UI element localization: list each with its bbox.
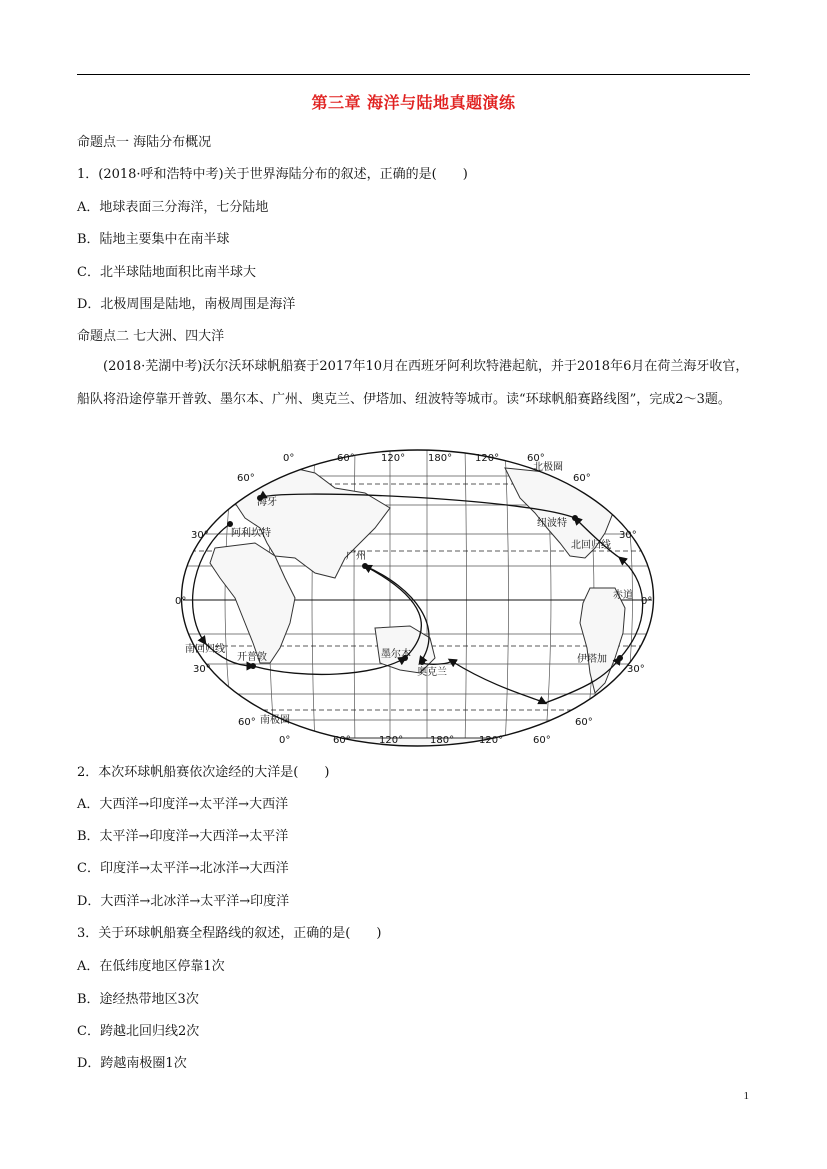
lon-top-60w: 60°	[527, 453, 545, 464]
label-tropic-of-cancer: 北回归线	[571, 540, 611, 551]
question-2-option-a: A．大西洋→印度洋→太平洋→大西洋	[77, 797, 289, 812]
lon-bottom-120: 120°	[379, 735, 404, 746]
map-grid	[175, 448, 660, 748]
lat-n60-left: 60°	[237, 473, 255, 484]
lon-bottom-0: 0°	[279, 735, 291, 746]
lon-bottom-60w: 60°	[533, 735, 551, 746]
lat-s60-right: 60°	[575, 717, 593, 728]
lat-s30-left: 30°	[193, 664, 211, 675]
question-1-option-c: C．北半球陆地面积比南半球大	[77, 265, 256, 280]
question-1-option-a: A．地球表面三分海洋，七分陆地	[77, 200, 269, 215]
question-1-option-d: D．北极周围是陆地，南极周围是海洋	[77, 297, 296, 312]
label-arctic-circle: 北极圈	[533, 462, 563, 473]
topic-1-heading: 命题点一 海陆分布概况	[77, 135, 212, 150]
question-3-option-a: A．在低纬度地区停靠1次	[77, 959, 225, 974]
lon-top-120: 120°	[381, 453, 406, 464]
city-label-auckland: 奥克兰	[417, 667, 447, 678]
lon-bottom-120w: 120°	[479, 735, 504, 746]
city-label-itajai: 伊塔加	[577, 654, 607, 665]
city-marker-auckland	[419, 659, 425, 665]
city-label-haiya: 海牙	[257, 497, 277, 508]
city-marker-newport	[572, 515, 578, 521]
question-1-option-b: B．陆地主要集中在南半球	[77, 232, 230, 247]
question-2-option-d: D．大西洋→北冰洋→太平洋→印度洋	[77, 894, 290, 909]
question-2-option-b: B．太平洋→印度洋→大西洋→太平洋	[77, 829, 289, 844]
lat-n30-right: 30°	[619, 530, 637, 541]
lon-top-60: 60°	[337, 453, 355, 464]
page-number: 1	[743, 1090, 749, 1102]
lon-top-0: 0°	[283, 453, 295, 464]
city-label-alicante: 阿利坎特	[231, 528, 271, 539]
lat-n60-right: 60°	[573, 473, 591, 484]
question-3-option-d: D．跨越南极圈1次	[77, 1056, 187, 1071]
lon-bottom-180: 180°	[430, 735, 455, 746]
header-rule	[77, 74, 750, 75]
label-equator: 赤道	[613, 590, 633, 601]
sailing-route-map	[175, 448, 660, 748]
question-3-option-c: C．跨越北回归线2次	[77, 1024, 200, 1039]
city-label-capetown: 开普敦	[237, 652, 267, 663]
lon-bottom-60: 60°	[333, 735, 351, 746]
city-label-guangzhou: 广州	[346, 551, 366, 562]
question-3-stem: 3．关于环球帆船赛全程路线的叙述，正确的是( )	[77, 926, 382, 941]
lon-top-180: 180°	[428, 453, 453, 464]
city-label-melbourne: 墨尔本	[381, 649, 411, 660]
city-marker-alicante	[227, 521, 233, 527]
question-1-stem: 1．(2018·呼和浩特中考)关于世界海陆分布的叙述，正确的是( )	[77, 167, 468, 182]
lat-s30-right: 30°	[627, 664, 645, 675]
city-marker-itajai	[617, 655, 623, 661]
label-tropic-of-capricorn: 南回归线	[185, 644, 225, 655]
label-antarctic-circle: 南极圈	[260, 715, 290, 726]
lat-eq-right: 0°	[641, 596, 653, 607]
lat-s60-left: 60°	[238, 717, 256, 728]
lon-top-120w: 120°	[475, 453, 500, 464]
question-3-option-b: B．途经热带地区3次	[77, 992, 199, 1007]
city-marker-guangzhou	[362, 563, 368, 569]
lat-n30-left: 30°	[191, 530, 209, 541]
city-label-newport: 纽波特	[537, 518, 567, 529]
topic-2-heading: 命题点二 七大洲、四大洋	[77, 329, 225, 344]
city-marker-capetown	[250, 663, 256, 669]
question-2-option-c: C．印度洋→太平洋→北冰洋→大西洋	[77, 861, 289, 876]
lat-eq-left: 0°	[175, 596, 187, 607]
page-title: 第三章 海洋与陆地真题演练	[311, 93, 516, 112]
passage: (2018·芜湖中考)沃尔沃环球帆船赛于2017年10月在西班牙阿利坎特港起航，并于2018年6月在荷兰海牙收官，船队将沿途停靠开普敦、墨尔本、广州、奥克兰、伊塔加、纽波特等城市。读“环球帆船赛路线图”，完成2～3题。	[77, 359, 749, 407]
question-2-stem: 2．本次环球帆船赛依次途经的大洋是( )	[77, 765, 330, 780]
